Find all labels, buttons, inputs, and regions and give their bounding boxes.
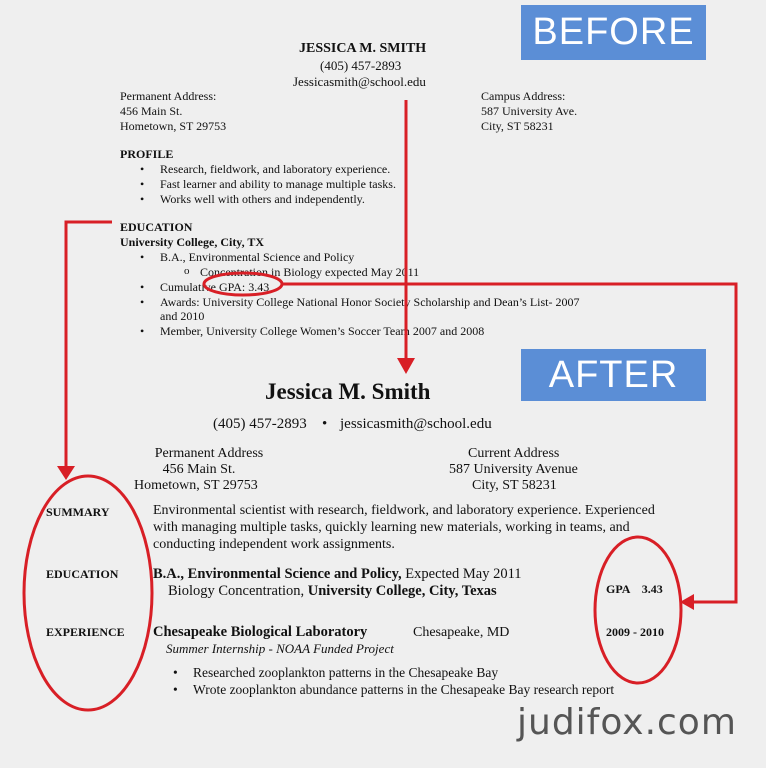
before-permanent-label: Permanent Address: [120,89,217,103]
education-connector-line [66,222,112,470]
before-school: University College, City, TX [120,235,265,249]
after-phone: (405) 457-2893 [213,416,307,432]
before-permanent-street: 456 Main St. [120,104,183,118]
before-profile-item: • Fast learner and ability to manage multiple tasks. [160,177,396,192]
gpa-dates-circle [595,537,681,683]
before-degree: • B.A., Environmental Science and Policy [160,250,354,265]
after-email: jessicasmith@school.edu [340,416,492,432]
after-permanent-label: Permanent Address [154,446,264,461]
before-email: Jessicasmith@school.edu [293,74,426,89]
after-experience-label: EXPERIENCE [46,625,125,639]
before-permanent-city: Hometown, ST 29753 [120,119,227,133]
before-awards: • Awards: University College National Honor Society Scholarship and Dean’s List- 2007 [160,295,580,310]
after-degree-line [153,566,522,583]
after-employer: Chesapeake Biological Laboratory [153,624,368,640]
after-name: Jessica M. Smith [265,379,431,404]
after-current-street: 587 University Avenue [449,462,578,477]
before-campus-street: 587 University Ave. [481,104,578,118]
after-role: Summer Internship - NOAA Funded Project [166,641,394,656]
after-duty-item: • Wrote zooplankton abundance patterns in the Chesapeake Bay research report [193,682,614,698]
after-degree-date: Expected May 2011 [401,566,522,582]
after-degree: B.A., Environmental Science and Policy, [153,566,402,582]
before-phone: (405) 457-2893 [320,58,402,73]
education-arrow-head [57,466,75,480]
after-school: University College, City, Texas [307,583,497,599]
before-profile-item: • Works well with others and independently. [160,192,365,207]
after-duty-item: • Researched zooplankton patterns in the Chesapeake Bay [193,665,498,681]
watermark: judifox.com [517,702,737,743]
after-education-label: EDUCATION [46,567,119,581]
after-summary-line: conducting independent work assignments. [153,537,395,552]
after-current-city: City, ST 58231 [472,478,557,493]
before-profile-item: • Research, fieldwork, and laboratory experience. [160,162,390,177]
after-summary-label: SUMMARY [46,505,110,519]
after-permanent-street: 456 Main St. [162,462,236,477]
before-badge: BEFORE [521,5,706,60]
after-permanent-city: Hometown, ST 29753 [134,478,258,493]
after-current-label: Current Address [468,446,560,461]
before-name: JESSICA M. SMITH [299,41,427,56]
before-campus-city: City, ST 58231 [481,119,554,133]
after-contact-bullet: • [322,416,328,432]
center-arrow-head [397,358,415,374]
after-badge: AFTER [521,349,706,401]
after-dates: 2009 - 2010 [606,625,664,639]
before-concentration: o Concentration in Biology expected May 2011 [200,265,419,280]
gpa-arrow-head [680,594,694,610]
after-concentration: Biology Concentration, [168,583,308,599]
before-awards-cont: and 2010 [160,309,205,323]
before-education-heading: EDUCATION [120,220,193,234]
after-concentration-line [168,583,497,600]
before-profile-heading: PROFILE [120,147,174,161]
before-gpa: • Cumulative GPA: 3.43 [160,280,269,295]
after-summary-line: Environmental scientist with research, fieldwork, and laboratory experience. Experienced [153,503,655,518]
after-summary-line: with managing multiple tasks, quickly learning new materials, working in teams, and [153,520,630,535]
after-location: Chesapeake, MD [413,625,510,640]
before-campus-label: Campus Address: [481,89,566,103]
before-member: • Member, University College Women’s Soccer Team 2007 and 2008 [160,324,484,339]
after-gpa: GPA 3.43 [606,582,663,596]
